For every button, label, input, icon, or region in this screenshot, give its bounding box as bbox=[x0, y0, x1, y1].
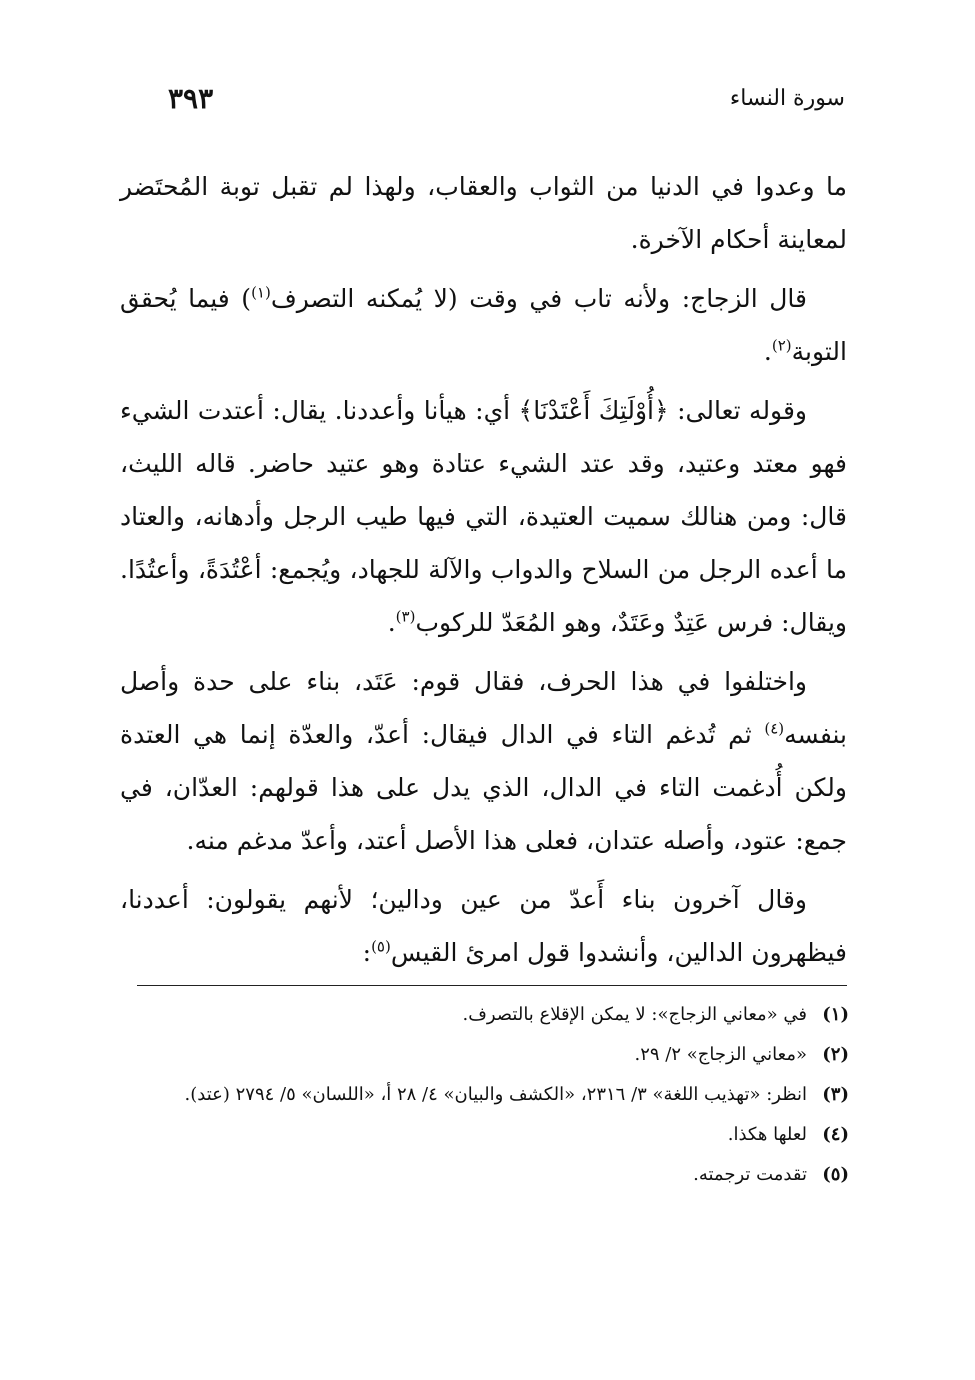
footnote-text: في «معاني الزجاج»: لا يمكن الإقلاع بالتصرف. bbox=[462, 1004, 807, 1025]
footnote-marker: (٢) bbox=[771, 336, 792, 355]
footnote-number: (٣) bbox=[822, 1084, 849, 1105]
surah-title: سورة النساء bbox=[729, 86, 845, 111]
paragraph-text: وقوله تعالى: ﴿أُوْلَتِكَ أَعْتَدْنَا﴾ أي: هيأنا وأعددنا. يقال: أعتدت الشيء فهو معتد وعتيد، وقد عتد الشيء عتادة وهو عتيد حاضر. قاله الليث، قال: ومن هنالك سميت العتيدة، التي فيها طيب الرجل وأدهانه، والعتاد ما أعده الرجل من السلاح والدواب والآلة للجهاد، ويُجمع: أعْتُدَةً، وأعتُدًا. ويقال: فرس عَتِدٌ وعَتَدٌ، وهو المُعَدّ للركوب bbox=[120, 396, 848, 637]
footnote-marker: (٣) bbox=[395, 607, 416, 626]
footnote-item bbox=[120, 1035, 849, 1075]
footnote-text: انظر: «تهذيب اللغة» ٣/ ٢٣١٦، «الكشف والبيان» ٤/ ٢٨ أ، «اللسان» ٥/ ٢٧٩٤ (عتد). bbox=[184, 1084, 807, 1105]
footnotes bbox=[120, 995, 849, 1195]
paragraph-text: . bbox=[763, 337, 772, 366]
paragraph-text: ما وعدوا في الدنيا من الثواب والعقاب، ولهذا لم تقبل توبة المُحتَضر لمعاينة أحكام الآخرة. bbox=[120, 172, 847, 254]
footnote-item bbox=[120, 1115, 849, 1155]
paragraph-text: ثم تُدغم التاء في الدال فيقال: أعدّ، والعدّة إنما هي العتدة ولكن أُدغمت التاء في الدال، الذي يدل على هذا قولهم: العدّان، في جمع: عتود، وأصله عتدان، فعلى هذا الأصل أعتد، وأعدّ مدغم منه. bbox=[120, 720, 847, 855]
paragraph-text: . bbox=[387, 608, 396, 637]
footnote-text: لعلها هكذا. bbox=[727, 1124, 807, 1145]
paragraph-text: قال الزجاج: ولأنه تاب في وقت (لا يُمكنه التصرف bbox=[270, 284, 807, 313]
footnote-marker: (٥) bbox=[371, 937, 391, 956]
footnote-text: تقدمت ترجمته. bbox=[693, 1164, 807, 1185]
footnote-number: (٤) bbox=[822, 1124, 849, 1145]
paragraph bbox=[120, 384, 847, 649]
page-header bbox=[120, 82, 855, 122]
footnote-marker: (١) bbox=[251, 283, 271, 302]
footnote-item bbox=[120, 1155, 849, 1195]
footnote-divider bbox=[137, 985, 847, 986]
paragraph bbox=[120, 873, 847, 979]
page-number: ٣٩٣ bbox=[168, 82, 214, 115]
footnote-item bbox=[120, 1075, 849, 1115]
paragraph bbox=[120, 655, 847, 867]
paragraph-text: ) فيما يُحقق التوبة bbox=[120, 284, 847, 366]
paragraph bbox=[120, 272, 847, 378]
footnote-text: «معاني الزجاج» ٢/ ٢٩. bbox=[634, 1044, 807, 1065]
main-text bbox=[120, 160, 847, 985]
footnote-item bbox=[120, 995, 849, 1035]
footnote-number: (٢) bbox=[822, 1044, 849, 1065]
footnote-marker: (٤) bbox=[764, 719, 785, 738]
footnote-number: (٥) bbox=[822, 1164, 849, 1185]
footnote-number: (١) bbox=[822, 1004, 849, 1025]
paragraph bbox=[120, 160, 847, 266]
paragraph-text: وقال آخرون بناء أَعدّ من عين ودالين؛ لأنهم يقولون: أعددنا، فيظهرون الدالين، وأنشدوا قول امرئ القيس bbox=[120, 885, 847, 967]
paragraph-text: : bbox=[362, 938, 372, 967]
paragraph-text: واختلفوا في هذا الحرف، فقال قوم: عَتَد، بناء على حدة وأصل بنفسه bbox=[120, 667, 847, 749]
